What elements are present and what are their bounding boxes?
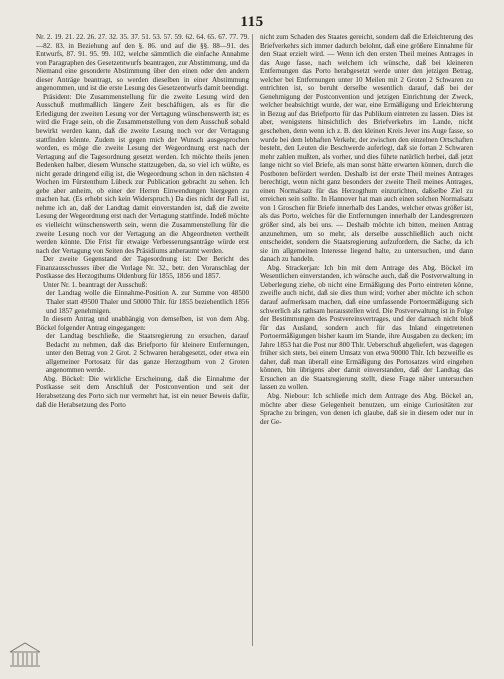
paragraph: In diesem Antrag und unabhängig von demselben, ist von dem Abg. Böckel folgender Antrag eingegangen: xyxy=(36,315,249,332)
paragraph: Der zweite Gegenstand der Tagesordnung ist: Der Bericht des Finanzausschusses über die Vorlage Nr. 32., betr. den Voranschlag der Postkasse des Herzogthums Oldenburg für 1855, 1856 und 1857. xyxy=(36,255,249,281)
left-column xyxy=(36,33,249,645)
paragraph: nicht zum Schaden des Staates gereicht, sondern daß die Erleichterung des Briefverkehrs sich immer dadurch belohnt, daß eine größere Einnahme für den Staat erzielt wird. — Wenn ich den ersten Theil meines Antrages in das Auge fasse, nach welchem ich wünsche, daß bei kleineren Entfernungen das Porto herabgesetzt werde unter den jetzigen Betrag, welcher bei Entfernungen unter 10 Meilen mit 2 Groten 2 Schwaren zu entrichten ist, so beruht derselbe wesentlich darauf, daß bei der Genehmigung der Postconvention und jetzigen Einrichtung der Zweck, welcher beabsichtigt wurde, der war, eine Ermäßigung und Erleichterung in Bezug auf das Briefporto für das Publikum eintreten zu lassen. Dies ist aber, wenigstens hinsichtlich des Briefverkehrs im Lande, nicht geschehen, denn wenn ich z. B. den kleinen Kreis Jever ins Auge fasse, so wurde bei dem lebhaften Verkehr, der zwischen den einzelnen Ortschaften besteht, den Leuten die Beschwerde auferlegt, daß sie fortan 2 Schwaren mehr zahlen mußten, als vorher, und dies führte natürlich herbei, daß jetzt lange nicht so viel Briefe, als man sonst hätte erwarten können, durch die Postboten befördert werden. Deshalb ist der erste Theil meines Antrages berechtigt, wenn nicht ganz besonders der zweite Theil meines Antrages, einen Normalsatz für das Herzogthum einzurichten, daßselbe Ziel zu erreichen sein sollte. In Hannover hat man auch einen solchen Normalsatz von 1 Groschen für Briefe innerhalb des Landes, welcher etwas größer ist, als das Porto, welches für die Entfernungen innerhalb der Landesgrenzen größer sind, als bei uns. — Deshalb möchte ich bitten, meinen Antrag anzunehmen, um so mehr, als derselbe ausschließlich auch nicht entscheidet, sondern die Staatsregierung aufzufordern, die Sache, da ich sie im allgemeinen Interesse liegend halte, zu untersuchen, und dann danach zu handeln. xyxy=(260,33,473,264)
paragraph: Unter Nr. 1. beantragt der Ausschuß: xyxy=(43,280,148,289)
paragraph: Abg. Niebour: Ich schließe mich dem Antrage des Abg. Böckel an, möchte aber diese Gelegenheit benutzen, um einige Curiositäten zur Sprache zu bringen, von denen ich glaube, daß sie in diesem oder nur in der Ge- xyxy=(260,391,473,426)
column-divider xyxy=(252,34,253,646)
paragraph: Nr. 2. 19. 21. 22. 26. 27. 32. 35. 37. 51. 53. 57. 59. 62. 64. 65. 67. 77. 79.—82. 83. in Beziehung auf den §. 86. und auf die §§. 88—91. des Entwurfs, 87. 91. 95. 99. 102, welche sämmtlich die einfache Annahme von Paragraphen des Gesetzentwurfs beantragen, zur Abstimmung, und da Niemand eine gesonderte Abstimmung über den einen oder den andern dieser Anträge beantragt, so werden dieselben in einer Abstimmung angenommen, und ist die erste Lesung des Gesetzentwurfs damit beendigt. xyxy=(36,33,249,93)
right-column xyxy=(260,33,473,645)
page-number: 115 xyxy=(240,14,264,30)
paragraph: der Landtag beschließe, die Staatsregierung zu ersuchen, darauf Bedacht zu nehmen, daß das Briefporto für kleinere Entfernungen, unter den Betrag von 2 Grot. 2 Schwaren herabgesetzt, oder etwa ein allgemeiner Portosatz für das ganze Herzogthum von 2 Groten angenommen werde. xyxy=(46,332,249,375)
paragraph: Präsident: Die Zusammenstellung für die zweite Lesung wird den Ausschuß muthmaßlich längere Zeit beschäftigen, als es für die Erledigung der zweiten Lesung vor der Vertagung wünschenswerth ist; es wird die Frage sein, ob die Zusammenstellung von dem Ausschuß sobald bewirkt werden kann, daß die zweite Lesung noch vor der Vertagung stattfinden könnte. Zudem ist gegen mich der Wunsch ausgesprochen worden, es möge die zweite Lesung der Wegeordnung erst nach der Vertagung auf die Tagesordnung gesetzt werden. Ich möchte theils jenen Bedenken halber, diesem Wunsche stattzugeben, da, so viel ich wüßte, es nicht gerade dringend eilig ist, die Wegeordnung schon in den nächsten 4 Wochen im Fürstenthum Lübeck zur Publication gebracht zu sehen. Ich gebe aber anheim, ob einer der Herren Einwendungen hiergegen zu machen hat. (Es erhebt sich kein Widerspruch.) Da dies nicht der Fall ist, nehme ich an, daß der Landtag damit einverstanden ist, daß die zweite Lesung der Wegeordnung erst nach der Vertagung stattfinde. Indeß möchte es vielleicht wünschenswerth sein, wenn die Zusammenstellung für die zweite Lesung noch vor der Vertagung an die Abgeordneten vertheilt werden könnte. Die Frist für etwaige Verbesserungsanträge würde erst nach der Vertagung von Seiten des Präsidiums anberaumt werden. xyxy=(36,92,249,255)
paragraph: Abg. Strackerjan: Ich bin mit dem Antrage des Abg. Böckel im Wesentlichen einverstanden, ich wünsche auch, daß die Postverwaltung in Ueberlegung ziehe, ob nicht eine Ermäßigung des Porto eintreten könne, zweifle auch nicht, daß sie dies thun wird; vorher aber möchte ich schon darauf aufmerksam machen, daß eine umfassende Portoermäßigung sich schwerlich als rathsam herausstellen wird. Die Postverwaltung ist in Folge der Bestimmungen des Postvereinsvertrages, und der darnach nicht bloß für das Ausland, sondern auch für das Inland eingetretenen Portoermäßigungen bisher kaum im Stande, ihre Ausgaben zu decken; im Jahre 1853 hat die Post nur 800 Thlr. Ueberschuß abgeliefert, was dagegen früher sich stets, bei einem Umsatz von etwa 90000 Thlr. Ich bezweifle es daher, daß man überall eine Ermäßigung des Portosatzes wird eingehen können, bin übrigens aber damit einverstanden, daß der Landtag das Ersuchen an die Staatsregierung stellt, diese Frage näher untersuchen lassen zu wollen. xyxy=(260,263,473,392)
paragraph: der Landtag wolle die Einnahme-Position A. zur Summe von 48500 Thaler statt 49500 Thaler und 50000 Thlr. für 1855 beziehentlich 1856 und 1857 genehmigen. xyxy=(46,289,249,315)
library-logo-icon xyxy=(8,640,42,670)
paragraph: Abg. Böckel: Die wirkliche Erscheinung, daß die Einnahme der Postkasse seit dem Anschluß der Postconvention und seit der Herabsetzung des Porto sich nur vermehrt hat, ist ein neuer Beweis dafür, daß die Herabsetzung des Porto xyxy=(36,374,249,409)
